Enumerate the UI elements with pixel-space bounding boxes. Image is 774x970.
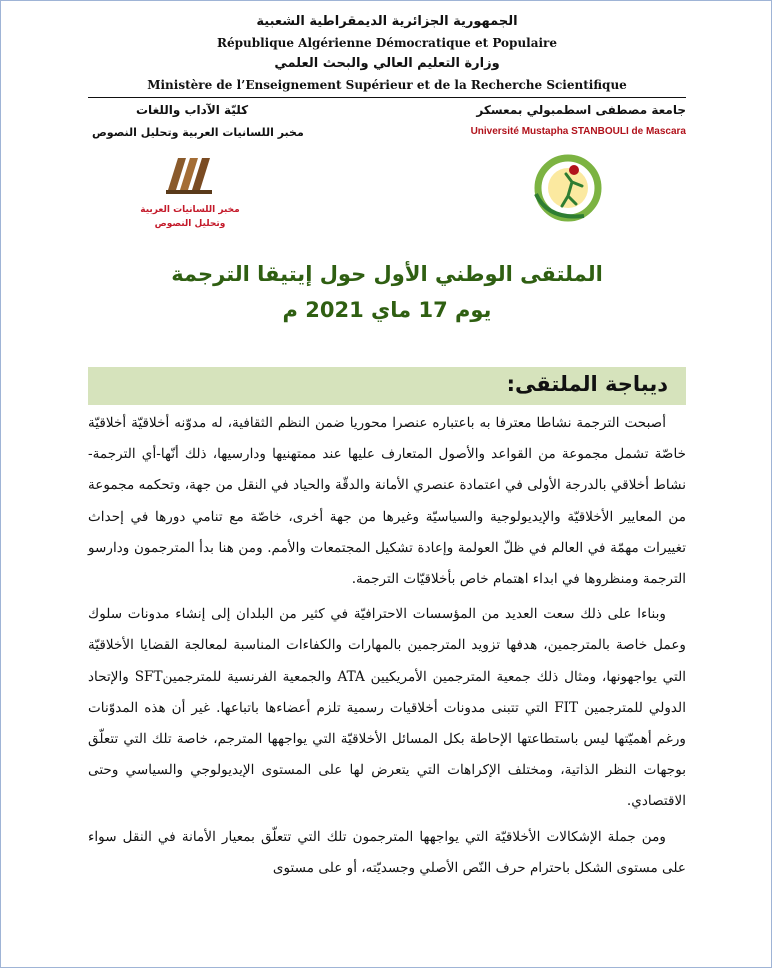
ministry-french: Ministère de l’Enseignement Supérieur et de la Recherche Scientifique <box>147 78 627 92</box>
ministry-arabic: وزارة التعليم العالي والبحث العلمي <box>274 56 500 71</box>
section-heading: ديباجة الملتقى: <box>506 372 668 396</box>
preamble-body <box>88 408 686 888</box>
university-name-arabic: جامعة مصطفى اسطمبولي بمعسكر <box>476 103 686 117</box>
university-name-french: Université Mustapha STANBOULI de Mascara <box>470 126 686 137</box>
lab-logo-caption-1: مخبر اللسانيات العربية <box>140 205 240 215</box>
conference-date: يوم 17 ماي 2021 م <box>282 298 492 322</box>
faculty-name-arabic: كليّة الآداب واللغات <box>136 103 249 117</box>
header-divider <box>88 97 686 98</box>
paragraph: أصبحت الترجمة نشاطا معترفا به باعتباره عنصرا محوريا ضمن النظم الثقافية، له مدوّنه أخلاقيّة أخلاقيّة خاصّة تشمل مجموعة من القواعد والأصول المتعارف عليها عند ممتهنيها ودارسيها، ذلك أنّها-أي الترجمة- نشاط أخلاقي بالدرجة الأولى في اعتمادة عنصري الأمانة والدقّة والحياد في النقل من جهة، وتحكمه مجموعة من المعايير الأخلاقيّة والإيديولوجية والسياسيّة وغيرها من جهة أخرى، خاصّة مع تنامي دورها في إحداث تغييرات مهمّة في العالم في ظلّ العولمة وإعادة تشكيل المجتمعات والأمم. ومن هنا بدأ المترجمون ودارسو الترجمة ومنظروها في ابداء اهتمام خاص بأخلاقيّات الترجمة. <box>88 415 686 588</box>
paragraph: وبناءا على ذلك سعت العديد من المؤسسات الاحترافيّة في كثير من البلدان إلى إنشاء مدونات سلوك وعمل خاصة بالمترجمين، هدفها تزويد المترجمين بالمهارات والكفاءات المناسبة لمعالجة القضايا الأخلاقيّة التي يواجهونها، ومثال ذلك جمعية المترجمين الأمريكيين ATA والجمعية الفرنسية للمترجمينSFT والإتحاد الدولي للمترجمين FIT التي تتبنى مدونات أخلاقيات رسمية تلزم أعضاءها باتباعها. غير أن هذه المدوّنات ورغم أهميّتها ليس باستطاعتها الإحاطة بكل المسائل الأخلاقيّة التي يواجهها المترجم، خاصة تلك التي تتعلّق بوجهات النظر الذاتية، ومختلف الإكراهات التي يتعرض لها على المستوى الإيديولوجي والسياسي وحتى الاقتصادي. <box>88 606 686 810</box>
lab-name-arabic: مخبر اللسانيات العربية وتحليل النصوص <box>92 126 304 139</box>
university-logo-icon <box>528 146 612 226</box>
republic-arabic: الجمهورية الجزائرية الديمقراطية الشعبية <box>256 14 518 29</box>
section-header-bar <box>88 367 686 405</box>
lab-logo-icon <box>160 150 220 198</box>
paragraph: ومن جملة الإشكالات الأخلاقيّة التي يواجهها المترجمون تلك التي تتعلّق بمعيار الأمانة في النقل سواء على مستوى الشكل باحترام حرف النّص الأصلي وجسديّته، أو على مستوى <box>88 828 686 876</box>
lab-logo-caption-2: وتحليل النصوص <box>154 219 226 229</box>
conference-title: الملتقى الوطني الأول حول إيتيقا الترجمة <box>171 262 603 286</box>
republic-french: République Algérienne Démocratique et Populaire <box>216 36 558 50</box>
